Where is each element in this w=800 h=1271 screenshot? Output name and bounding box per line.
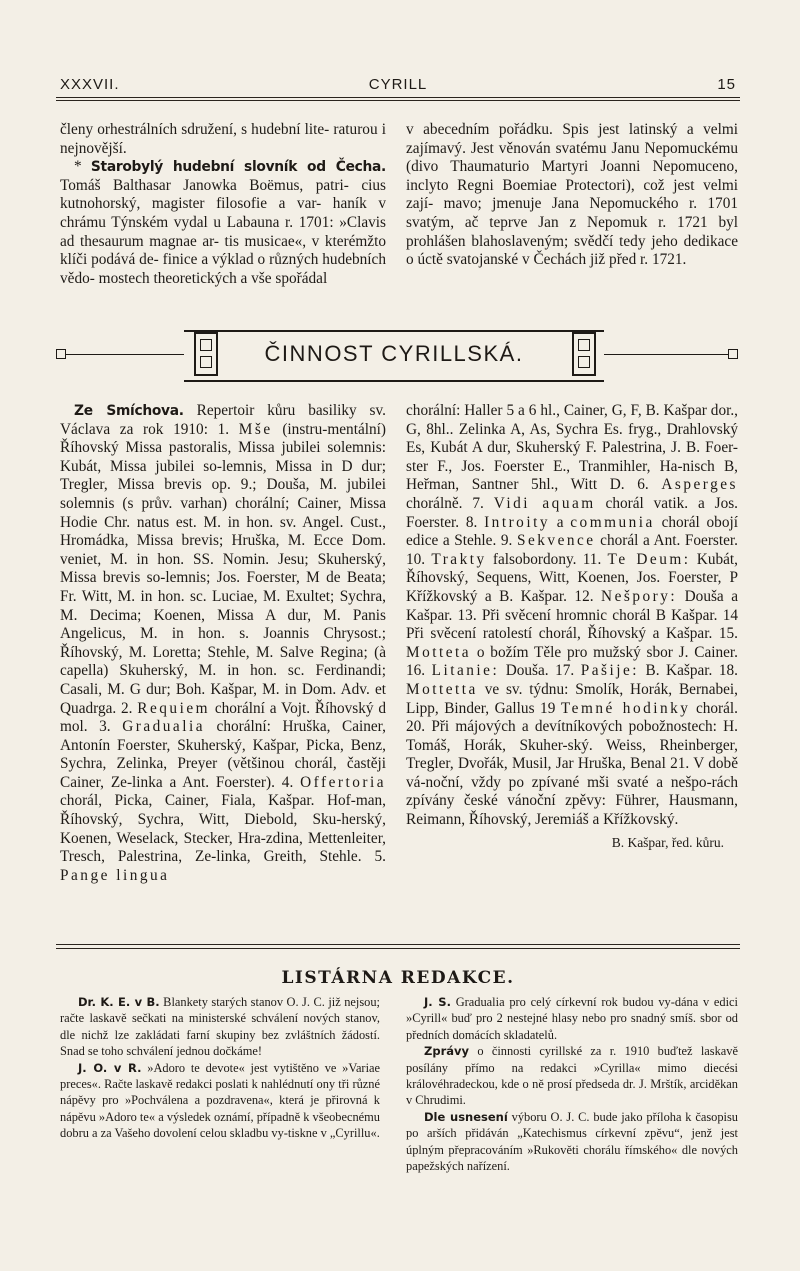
letter-text: Blankety starých stanov O. J. C. již nejsou; račte laskavě sečkati na ministerské schválení nových stanov, dle nichž lze zakládati farní skupiny bez zvláštních žádostí. Snad se toho schválení jednou dočkáme! (60, 995, 380, 1059)
letter-addressee: J. S. (424, 995, 451, 1009)
spaced-term: Requiem (137, 699, 211, 717)
journal-title: CYRILL (368, 76, 428, 93)
section-rule-thin (56, 948, 740, 949)
letter-text: »Adoro te devote« jest vytištěno ve »Variae preces«. Račte laskavě redakci poslati k nahlédnutí ony tři různé nápěvy pro »Pochválena a pozdravena«, která je přirovná k nápěvu »Adoro te« a výsledek oznámí, případně k všeobecnému dobru a za Vašeho dovolení celou skladbu vy-tiskne v „Cyrillu«. (60, 1060, 381, 1141)
text-run: chorální a Vojt. Říhovský d mol. 3. (60, 699, 386, 736)
spaced-term: Vidi aquam (493, 494, 596, 512)
intro-column-right (406, 121, 738, 270)
intro-paragraph-continued (406, 121, 738, 270)
spaced-term: Gradualia (122, 718, 205, 736)
letter-addressee: Dle usnesení (424, 1109, 508, 1124)
ornament-block-right (572, 332, 596, 376)
text-line: r. 1701: »Clavis ad thesaurum magnae ar- (60, 213, 386, 250)
text-run: o božím Těle pro mužský sbor J. Cainer. 16. (406, 643, 738, 680)
spaced-term: Offertoria (300, 773, 386, 791)
text-run: Douša a Kašpar. 13. Při svěcení hromnic chorál B Kašpar. 14 Při svěcení ratolestí chorál, Říhovský a Kašpar. 15. (406, 587, 738, 643)
text-line: Tomáš Balthasar Janowka Boëmus, patri- (60, 176, 349, 194)
letter-addressee: Zprávy (424, 1044, 469, 1059)
spaced-term: Introity (484, 513, 550, 531)
spaced-term: Temné hodinky (560, 699, 691, 717)
text-line: v abecedním pořádku. Spis jest latinský a (406, 121, 694, 138)
text-run: chorálně. 7. (406, 494, 494, 512)
text-line: jeho dedikace o úctě svatojanské v Čechách (406, 232, 739, 269)
text-line: mostech theoretických a vše spořádal (98, 269, 328, 287)
text-line: svatým, ač teprve Jan z Nepomuk r. 1721 (406, 213, 708, 231)
text-run: chorál obojí edice a Stehle. 9. (406, 513, 738, 550)
spaced-term: Motteta (406, 643, 472, 661)
volume-number: XXXVII. (60, 76, 120, 93)
text-line: již před r. 1721. (589, 251, 687, 269)
text-line: byl prohlášen blahoslaveným; svědčí tedy (406, 213, 738, 250)
text-run: chorál a Ant. Foerster. 10. (406, 532, 739, 568)
letters-column-right (406, 994, 738, 1174)
ornament-line-left (66, 354, 184, 355)
text-run: (instru-mentální) Říhovský Missa pastoralis, Missa jubilei solemnis: Kubát, Missa jubilei so-lemnis, Missa in D dur; Tregler, Missa brevis op. 9.; Douša, M. jubilei solemnis (s prův. varhan) chorální; Cainer, Missa Hodie Chr. natus est. M. in hon. sv. Angel. Cust., Hromádka, Missa brevis; Hruška, M. Ecce Dom. veniet, M. in hon. SS. Nomin. Jesu; Skuherský, Missa brevis so-lemnis; Jos. Foerster, M de Beata; Fr. Witt, M. in hon. sc. Luciae, M. Exultet; Sychra, M. Decima; Koenen, Missa A dur, M. Panis Angelicus, M. in hon. s. Joannis Chrysost.; Říhovský, M. Loretta; Stehle, M. Salve Regina; (à capella) Skuherský, M. in hon. sc. Ferdinandi; Casali, M. G dur; Boh. Kašpar, M. in Dom. Adv. et Quadrga. 2. (60, 420, 386, 717)
text-run: Repertoir kůru basiliky sv. Václava za rok 1910: 1. (60, 402, 386, 438)
section-banner (56, 330, 740, 380)
spaced-term: communia (570, 513, 655, 531)
text-run: falsobordony. 11. (486, 550, 608, 568)
text-run: chorální: Hruška, Cainer, Antonín Foerster, Skuherský, Kašpar, Picka, Benz, Sychra, Zelinka, Preyer (většinou chorál, častěji Cainer, Ze-linka a Ant. Foerster). 4. (60, 718, 386, 791)
text-line: cius kutnohorský, magister filosofie a var- (60, 176, 386, 213)
spaced-term: Pašije: (580, 662, 640, 680)
letter-addressee: J. O. v R. (78, 1060, 142, 1075)
report-heading: Ze Smíchova. (74, 403, 184, 419)
text-line: velmi zajímavý. Jest věnován svatému (406, 121, 738, 157)
text-line: raturou i nejnovější. (60, 121, 386, 157)
spaced-term: Nešpory: (601, 587, 678, 605)
text-run: ve sv. týdnu: Smolík, Horák, Bernabei, Lipp, Binder, Gallus 19 (406, 680, 738, 717)
page-number: 15 (717, 76, 736, 93)
spaced-term: Te Deum: (607, 550, 691, 568)
text-run: chorál vatik. a Jos. Foerster. 8. (406, 494, 738, 531)
report-paragraph (60, 402, 386, 885)
text-line: mavo; jmenuje Jana Nepomuckého r. 1701 (443, 195, 738, 213)
text-line: tis musicae«, v kterémžto klíči podává de- (60, 232, 386, 269)
spaced-term: Pange lingua (60, 866, 170, 884)
text-run: chorál. 20. Při májových a devítníkových pobožnostech: H. Tomáš, Horák, Skuher-ský. Weiss, Rheinberger, Tregler, Dvořák, Musil, Jar Hruška, Benal 21. V době vá-noční, vždy po zpívané mši svaté a nešpo-rách zpívány české vánoční zpěvy: Führer, Hausmann, Reimann, Říhovský, Jeremiáš a Křížkovský. (406, 699, 738, 829)
text-line: Janu Nepomuckému (divo Thaumaturio (406, 139, 738, 176)
section-rule (56, 944, 740, 945)
spaced-term: Asperges (661, 476, 738, 494)
spaced-term: Sekvence (516, 532, 596, 550)
spaced-term: Mše (238, 420, 273, 438)
letter-text: o činnosti cyrillské za r. 1910 buďtež laskavě posílány přímo na redakci »Cyrilla« mimo diecési královéhradeckou, kde o ně prosí předseda dr. J. Mrštík, arciděkan v Chrudimi. (406, 1044, 738, 1108)
letter-addressee: Dr. K. E. v B. (78, 995, 160, 1009)
text-run: Kubát, Říhovský, Sequens, Witt, Koenen, Jos. Foerster, P Křížkovský a B. Kašpar. 12. (406, 550, 738, 605)
text-run: Douša. 17. (499, 662, 581, 680)
ornament-line-right (604, 354, 728, 355)
intro-column-left (60, 121, 386, 288)
text-line: Martyri Joanni Nepomuceno, inclyto Regni (406, 158, 738, 194)
header-rule-thin (56, 100, 740, 101)
text-run: B. Kašpar. 18. (639, 662, 738, 680)
letters-column-left (60, 994, 380, 1142)
spaced-term: Mottetta (406, 680, 478, 698)
text-run: chorální: Haller 5 a 6 hl., Cainer, G, F, B. Kašpar dor., G, 8hl.. Zelinka A, As, Sychra Es. fryg., Drahlovský Es, Kubát A dur, Skuherský F. Palestrina, J. B. Foer-ster F., Jos. Foerster E., Tranmihler, Ha-nisch B, Heřman, Santner 5hl., Witt D. 6. (406, 402, 738, 494)
text-line: finice a výklad o různých hudebních vědo- (60, 251, 386, 287)
text-run: chorál, Picka, Cainer, Fiala, Kašpar. Hof-man, Říhovský, Sychra, Witt, Diebold, Sku-herský, Koenen, Weselack, Stecker, Hra-zdina, Mettenleiter, Tresch, Palestrina, Ze-linka, Greith, Stehle. 5. (60, 792, 386, 866)
letter-entry (406, 1109, 738, 1175)
ornament-square-right (728, 349, 738, 359)
article-heading: Starobylý hudební slovník od Čecha. (90, 159, 386, 176)
header-rule (56, 97, 740, 98)
letter-entry (60, 1060, 380, 1142)
report-column-left (60, 402, 386, 885)
text-line: Boemiae Protectori), což jest velmi zají- (406, 176, 738, 213)
signature: B. Kašpar, řed. kůru. (611, 834, 724, 850)
ornament-block-left (194, 332, 218, 376)
letter-entry (406, 994, 738, 1043)
text-line: haník v chrámu Týnském vydal u Labauna (60, 195, 386, 231)
ornament-square-left (56, 349, 66, 359)
report-column-right (406, 402, 738, 852)
intro-paragraph (60, 121, 386, 288)
asterisk: * (74, 158, 91, 176)
report-paragraph-continued (406, 402, 738, 830)
text-run: a (549, 513, 571, 531)
editorial-letters-title: LISTÁRNA REDAKCE. (281, 968, 515, 988)
text-line: členy orhestrálních sdružení, s hudební lite- (60, 121, 330, 138)
running-head (60, 76, 736, 98)
letter-entry (60, 994, 380, 1060)
section-title: ČINNOST CYRILLSKÁ. (264, 341, 524, 366)
letter-entry (406, 1043, 738, 1109)
spaced-term: Litanie: (431, 662, 500, 680)
letter-text: Gradualia pro celý církevní rok budou vy-dána v edici »Cyrill« buď pro 2 nestejné hlasy nebo pro snadný smíš. sbor od předních domácích skladatelů. (406, 995, 738, 1042)
letter-text: výboru O. J. C. bude jako příloha k časopisu po arších přidáván „Katechismus církevní zpěvu“, jenž jest úplným přepracováním »Rukověti chorálu římského« dle nových papežských nařízení. (406, 1109, 738, 1174)
spaced-term: Trakty (431, 550, 487, 568)
